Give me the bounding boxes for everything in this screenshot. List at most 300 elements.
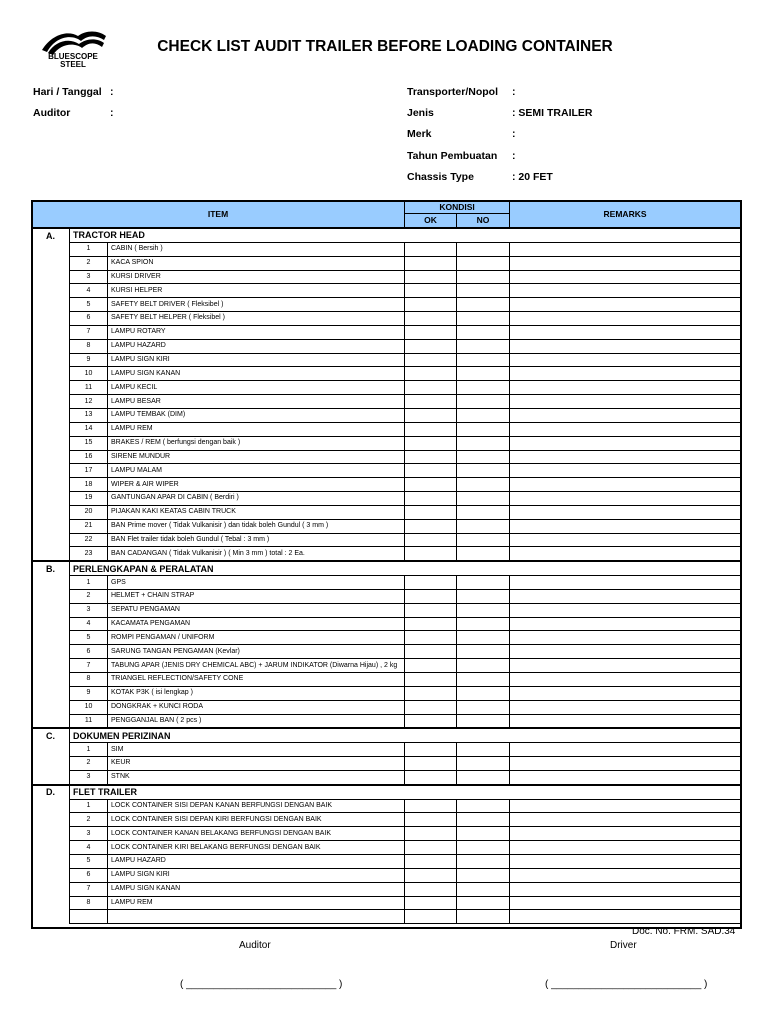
section-spacer xyxy=(32,882,70,896)
no-cell[interactable] xyxy=(457,700,510,714)
item-number: 12 xyxy=(70,395,108,409)
remarks-cell[interactable] xyxy=(510,854,741,868)
section-spacer xyxy=(32,770,70,784)
no-cell[interactable] xyxy=(457,270,510,284)
item-text: WIPER & AIR WIPER xyxy=(108,478,405,492)
ok-cell[interactable] xyxy=(405,381,457,395)
item-text: LAMPU SIGN KANAN xyxy=(108,367,405,381)
section-spacer xyxy=(32,813,70,827)
table-row xyxy=(32,743,741,757)
no-cell[interactable] xyxy=(457,381,510,395)
remarks-cell[interactable] xyxy=(510,464,741,478)
ok-cell[interactable] xyxy=(405,868,457,882)
table-row xyxy=(32,478,741,492)
remarks-cell[interactable] xyxy=(510,339,741,353)
table-row xyxy=(32,270,741,284)
remarks-cell[interactable] xyxy=(510,799,741,813)
table-row xyxy=(32,408,741,422)
item-text: SIRENE MUNDUR xyxy=(108,450,405,464)
remarks-cell[interactable] xyxy=(510,547,741,561)
item-text: LAMPU SIGN KIRI xyxy=(108,868,405,882)
no-cell[interactable] xyxy=(457,714,510,728)
section-spacer xyxy=(32,492,70,506)
no-cell[interactable] xyxy=(457,395,510,409)
ok-cell[interactable] xyxy=(405,422,457,436)
item-number: 9 xyxy=(70,353,108,367)
ok-cell[interactable] xyxy=(405,631,457,645)
remarks-cell[interactable] xyxy=(510,325,741,339)
hari-tanggal-label: Hari / Tanggal xyxy=(33,86,102,98)
tahun-label: Tahun Pembuatan xyxy=(407,150,498,162)
no-cell[interactable] xyxy=(457,353,510,367)
table-row xyxy=(32,450,741,464)
item-number: 1 xyxy=(70,799,108,813)
driver-signature-line: ( ___________________________ ) xyxy=(545,979,708,990)
section-spacer xyxy=(32,910,70,924)
item-text: LOCK CONTAINER SISI DEPAN KIRI BERFUNGSI DENGAN BAIK xyxy=(108,813,405,827)
ok-cell[interactable] xyxy=(405,714,457,728)
ok-cell[interactable] xyxy=(405,436,457,450)
ok-cell[interactable] xyxy=(405,617,457,631)
item-number: 6 xyxy=(70,868,108,882)
no-header: NO xyxy=(457,214,510,228)
item-number: 3 xyxy=(70,270,108,284)
remarks-cell[interactable] xyxy=(510,242,741,256)
ok-cell[interactable] xyxy=(405,505,457,519)
section-spacer xyxy=(32,339,70,353)
section-title: FLET TRAILER xyxy=(70,785,741,799)
no-cell[interactable] xyxy=(457,645,510,659)
no-cell[interactable] xyxy=(457,547,510,561)
ok-cell[interactable] xyxy=(405,854,457,868)
item-number: 7 xyxy=(70,659,108,673)
table-row xyxy=(32,533,741,547)
item-text: LAMPU REM xyxy=(108,422,405,436)
ok-cell[interactable] xyxy=(405,242,457,256)
remarks-cell[interactable] xyxy=(510,882,741,896)
auditor-sep: : xyxy=(110,107,114,119)
remarks-cell[interactable] xyxy=(510,910,741,924)
no-cell[interactable] xyxy=(457,631,510,645)
ok-cell[interactable] xyxy=(405,464,457,478)
ok-cell[interactable] xyxy=(405,298,457,312)
ok-cell[interactable] xyxy=(405,478,457,492)
item-text: BAN Flet trailer tidak boleh Gundul ( Tebal : 3 mm ) xyxy=(108,533,405,547)
remarks-cell[interactable] xyxy=(510,743,741,757)
no-cell[interactable] xyxy=(457,799,510,813)
table-row xyxy=(32,910,741,924)
no-cell[interactable] xyxy=(457,325,510,339)
table-row xyxy=(32,896,741,910)
no-cell[interactable] xyxy=(457,436,510,450)
section-spacer xyxy=(32,589,70,603)
item-text: LAMPU MALAM xyxy=(108,464,405,478)
ok-cell[interactable] xyxy=(405,270,457,284)
item-number: 21 xyxy=(70,519,108,533)
item-text: BRAKES / REM ( berfungsi dengan baik ) xyxy=(108,436,405,450)
ok-cell[interactable] xyxy=(405,673,457,687)
no-cell[interactable] xyxy=(457,686,510,700)
remarks-cell[interactable] xyxy=(510,505,741,519)
table-row xyxy=(32,312,741,326)
no-cell[interactable] xyxy=(457,673,510,687)
page-title: CHECK LIST AUDIT TRAILER BEFORE LOADING CONTAINER xyxy=(157,38,613,55)
ok-cell[interactable] xyxy=(405,896,457,910)
section-spacer xyxy=(32,576,70,590)
remarks-cell[interactable] xyxy=(510,367,741,381)
section-spacer xyxy=(32,743,70,757)
item-number: 8 xyxy=(70,896,108,910)
ok-cell[interactable] xyxy=(405,353,457,367)
remarks-cell[interactable] xyxy=(510,617,741,631)
remarks-cell[interactable] xyxy=(510,436,741,450)
item-number: 1 xyxy=(70,242,108,256)
remarks-cell[interactable] xyxy=(510,422,741,436)
item-number: 6 xyxy=(70,645,108,659)
item-number: 5 xyxy=(70,298,108,312)
remarks-cell[interactable] xyxy=(510,603,741,617)
table-row xyxy=(32,298,741,312)
table-row xyxy=(32,589,741,603)
no-cell[interactable] xyxy=(457,284,510,298)
section-spacer xyxy=(32,673,70,687)
table-row xyxy=(32,325,741,339)
remarks-cell[interactable] xyxy=(510,714,741,728)
section-row xyxy=(32,561,741,575)
no-cell[interactable] xyxy=(457,603,510,617)
item-number: 8 xyxy=(70,673,108,687)
ok-cell[interactable] xyxy=(405,325,457,339)
jenis-value: : SEMI TRAILER xyxy=(512,107,593,119)
table-row xyxy=(32,799,741,813)
section-letter: D. xyxy=(32,785,70,799)
item-text: HELMET + CHAIN STRAP xyxy=(108,589,405,603)
remarks-cell[interactable] xyxy=(510,533,741,547)
section-spacer xyxy=(32,854,70,868)
ok-cell[interactable] xyxy=(405,256,457,270)
ok-cell[interactable] xyxy=(405,395,457,409)
no-cell[interactable] xyxy=(457,868,510,882)
table-row xyxy=(32,242,741,256)
remarks-cell[interactable] xyxy=(510,757,741,771)
no-cell[interactable] xyxy=(457,910,510,924)
tahun-value: : xyxy=(512,150,516,162)
item-number: 5 xyxy=(70,854,108,868)
table-row xyxy=(32,576,741,590)
remarks-cell[interactable] xyxy=(510,868,741,882)
ok-header: OK xyxy=(405,214,457,228)
section-spacer xyxy=(32,436,70,450)
item-number: 6 xyxy=(70,312,108,326)
item-number: 8 xyxy=(70,339,108,353)
table-row xyxy=(32,827,741,841)
no-cell[interactable] xyxy=(457,256,510,270)
remarks-cell[interactable] xyxy=(510,770,741,784)
merk-value: : xyxy=(512,128,516,140)
section-row xyxy=(32,785,741,799)
section-spacer xyxy=(32,868,70,882)
section-spacer xyxy=(32,686,70,700)
table-row xyxy=(32,464,741,478)
ok-cell[interactable] xyxy=(405,519,457,533)
section-spacer xyxy=(32,242,70,256)
remarks-cell[interactable] xyxy=(510,256,741,270)
no-cell[interactable] xyxy=(457,312,510,326)
ok-cell[interactable] xyxy=(405,910,457,924)
no-cell[interactable] xyxy=(457,242,510,256)
item-text: GANTUNGAN APAR DI CABIN ( Berdiri ) xyxy=(108,492,405,506)
item-number: 2 xyxy=(70,757,108,771)
table-row xyxy=(32,339,741,353)
no-cell[interactable] xyxy=(457,854,510,868)
section-spacer xyxy=(32,284,70,298)
item-number: 7 xyxy=(70,325,108,339)
remarks-cell[interactable] xyxy=(510,450,741,464)
section-spacer xyxy=(32,422,70,436)
no-cell[interactable] xyxy=(457,339,510,353)
table-row xyxy=(32,367,741,381)
ok-cell[interactable] xyxy=(405,408,457,422)
table-row xyxy=(32,700,741,714)
ok-cell[interactable] xyxy=(405,492,457,506)
section-spacer xyxy=(32,896,70,910)
no-cell[interactable] xyxy=(457,492,510,506)
remarks-cell[interactable] xyxy=(510,353,741,367)
item-text: KURSI HELPER xyxy=(108,284,405,298)
ok-cell[interactable] xyxy=(405,312,457,326)
section-spacer xyxy=(32,312,70,326)
section-spacer xyxy=(32,325,70,339)
no-cell[interactable] xyxy=(457,298,510,312)
table-row xyxy=(32,284,741,298)
ok-cell[interactable] xyxy=(405,284,457,298)
section-spacer xyxy=(32,827,70,841)
no-cell[interactable] xyxy=(457,743,510,757)
table-row xyxy=(32,770,741,784)
no-cell[interactable] xyxy=(457,589,510,603)
no-cell[interactable] xyxy=(457,464,510,478)
table-row xyxy=(32,673,741,687)
no-cell[interactable] xyxy=(457,813,510,827)
ok-cell[interactable] xyxy=(405,645,457,659)
item-text: DONGKRAK + KUNCI RODA xyxy=(108,700,405,714)
item-number: 3 xyxy=(70,770,108,784)
no-cell[interactable] xyxy=(457,450,510,464)
item-text: TABUNG APAR (JENIS DRY CHEMICAL ABC) + JARUM INDIKATOR (Diwarna Hijau) , 2 kg xyxy=(108,659,405,673)
item-text: LOCK CONTAINER KIRI BELAKANG BERFUNGSI DENGAN BAIK xyxy=(108,841,405,855)
item-number: 1 xyxy=(70,576,108,590)
ok-cell[interactable] xyxy=(405,686,457,700)
table-row xyxy=(32,714,741,728)
remarks-cell[interactable] xyxy=(510,312,741,326)
table-row xyxy=(32,256,741,270)
remarks-cell[interactable] xyxy=(510,270,741,284)
table-row xyxy=(32,436,741,450)
section-spacer xyxy=(32,547,70,561)
ok-cell[interactable] xyxy=(405,882,457,896)
item-text: LOCK CONTAINER KANAN BELAKANG BERFUNGSI DENGAN BAIK xyxy=(108,827,405,841)
item-number: 2 xyxy=(70,813,108,827)
hari-tanggal-sep: : xyxy=(110,86,114,98)
remarks-cell[interactable] xyxy=(510,492,741,506)
no-cell[interactable] xyxy=(457,519,510,533)
remarks-cell[interactable] xyxy=(510,841,741,855)
table-row xyxy=(32,841,741,855)
checklist-table xyxy=(31,200,741,924)
section-spacer xyxy=(32,659,70,673)
remarks-cell[interactable] xyxy=(510,813,741,827)
item-number: 18 xyxy=(70,478,108,492)
remarks-cell[interactable] xyxy=(510,700,741,714)
section-spacer xyxy=(32,841,70,855)
remarks-cell[interactable] xyxy=(510,381,741,395)
no-cell[interactable] xyxy=(457,478,510,492)
jenis-label: Jenis xyxy=(407,107,434,119)
transporter-label: Transporter/Nopol xyxy=(407,86,499,98)
no-cell[interactable] xyxy=(457,770,510,784)
item-number: 11 xyxy=(70,381,108,395)
item-text: LAMPU SIGN KIRI xyxy=(108,353,405,367)
table-row xyxy=(32,631,741,645)
no-cell[interactable] xyxy=(457,505,510,519)
ok-cell[interactable] xyxy=(405,589,457,603)
section-spacer xyxy=(32,799,70,813)
section-spacer xyxy=(32,450,70,464)
remarks-cell[interactable] xyxy=(510,896,741,910)
no-cell[interactable] xyxy=(457,533,510,547)
no-cell[interactable] xyxy=(457,617,510,631)
item-text: CABIN ( Bersih ) xyxy=(108,242,405,256)
item-number: 4 xyxy=(70,284,108,298)
ok-cell[interactable] xyxy=(405,827,457,841)
remarks-cell[interactable] xyxy=(510,576,741,590)
no-cell[interactable] xyxy=(457,827,510,841)
section-spacer xyxy=(32,381,70,395)
ok-cell[interactable] xyxy=(405,799,457,813)
table-row xyxy=(32,868,741,882)
ok-cell[interactable] xyxy=(405,367,457,381)
table-row xyxy=(32,659,741,673)
remarks-cell[interactable] xyxy=(510,395,741,409)
ok-cell[interactable] xyxy=(405,743,457,757)
table-row xyxy=(32,882,741,896)
ok-cell[interactable] xyxy=(405,813,457,827)
item-number: 3 xyxy=(70,603,108,617)
item-text: KEUR xyxy=(108,757,405,771)
no-cell[interactable] xyxy=(457,757,510,771)
ok-cell[interactable] xyxy=(405,757,457,771)
no-cell[interactable] xyxy=(457,408,510,422)
ok-cell[interactable] xyxy=(405,700,457,714)
remarks-cell[interactable] xyxy=(510,589,741,603)
item-number: 17 xyxy=(70,464,108,478)
chassis-value: : 20 FET xyxy=(512,171,553,183)
item-text: LAMPU REM xyxy=(108,896,405,910)
ok-cell[interactable] xyxy=(405,533,457,547)
item-number: 22 xyxy=(70,533,108,547)
section-title: PERLENGKAPAN & PERALATAN xyxy=(70,561,741,575)
ok-cell[interactable] xyxy=(405,339,457,353)
ok-cell[interactable] xyxy=(405,841,457,855)
remarks-cell[interactable] xyxy=(510,645,741,659)
remarks-cell[interactable] xyxy=(510,408,741,422)
no-cell[interactable] xyxy=(457,576,510,590)
no-cell[interactable] xyxy=(457,882,510,896)
ok-cell[interactable] xyxy=(405,770,457,784)
item-text: LAMPU SIGN KANAN xyxy=(108,882,405,896)
item-number: 23 xyxy=(70,547,108,561)
no-cell[interactable] xyxy=(457,422,510,436)
table-row xyxy=(32,547,741,561)
item-text: KURSI DRIVER xyxy=(108,270,405,284)
section-spacer xyxy=(32,395,70,409)
no-cell[interactable] xyxy=(457,659,510,673)
section-spacer xyxy=(32,270,70,284)
remarks-cell[interactable] xyxy=(510,673,741,687)
no-cell[interactable] xyxy=(457,367,510,381)
table-row xyxy=(32,519,741,533)
table-row xyxy=(32,854,741,868)
item-number: 4 xyxy=(70,841,108,855)
remarks-cell[interactable] xyxy=(510,631,741,645)
item-text: LOCK CONTAINER SISI DEPAN KANAN BERFUNGSI DENGAN BAIK xyxy=(108,799,405,813)
no-cell[interactable] xyxy=(457,896,510,910)
table-row xyxy=(32,353,741,367)
item-number: 15 xyxy=(70,436,108,450)
remarks-cell[interactable] xyxy=(510,478,741,492)
item-number: 19 xyxy=(70,492,108,506)
item-number: 10 xyxy=(70,367,108,381)
item-text: BAN CADANGAN ( Tidak Vulkanisir ) ( Min 3 mm ) total : 2 Ea. xyxy=(108,547,405,561)
section-spacer xyxy=(32,505,70,519)
section-spacer xyxy=(32,533,70,547)
remarks-cell[interactable] xyxy=(510,284,741,298)
item-text: PIJAKAN KAKI KEATAS CABIN TRUCK xyxy=(108,505,405,519)
no-cell[interactable] xyxy=(457,841,510,855)
section-spacer xyxy=(32,757,70,771)
remarks-cell[interactable] xyxy=(510,686,741,700)
table-header-row xyxy=(32,201,741,214)
remarks-cell[interactable] xyxy=(510,298,741,312)
doc-number: Doc. No. FRM. SAD.34 xyxy=(632,926,736,937)
item-text: SAFETY BELT HELPER ( Fleksibel ) xyxy=(108,312,405,326)
ok-cell[interactable] xyxy=(405,659,457,673)
ok-cell[interactable] xyxy=(405,547,457,561)
item-text: LAMPU HAZARD xyxy=(108,339,405,353)
table-row xyxy=(32,422,741,436)
item-number: 16 xyxy=(70,450,108,464)
remarks-cell[interactable] xyxy=(510,827,741,841)
auditor-label: Auditor xyxy=(33,107,71,119)
section-spacer xyxy=(32,700,70,714)
item-text: LAMPU BESAR xyxy=(108,395,405,409)
section-letter: C. xyxy=(32,728,70,742)
item-text: KACAMATA PENGAMAN xyxy=(108,617,405,631)
ok-cell[interactable] xyxy=(405,603,457,617)
ok-cell[interactable] xyxy=(405,450,457,464)
section-row xyxy=(32,728,741,742)
item-text: PENGGANJAL BAN ( 2 pcs ) xyxy=(108,714,405,728)
table-row xyxy=(32,686,741,700)
table-row xyxy=(32,492,741,506)
section-spacer xyxy=(32,714,70,728)
item-text: ROMPI PENGAMAN / UNIFORM xyxy=(108,631,405,645)
ok-cell[interactable] xyxy=(405,576,457,590)
remarks-cell[interactable] xyxy=(510,659,741,673)
remarks-header: REMARKS xyxy=(510,201,741,229)
remarks-cell[interactable] xyxy=(510,519,741,533)
item-number: 1 xyxy=(70,743,108,757)
